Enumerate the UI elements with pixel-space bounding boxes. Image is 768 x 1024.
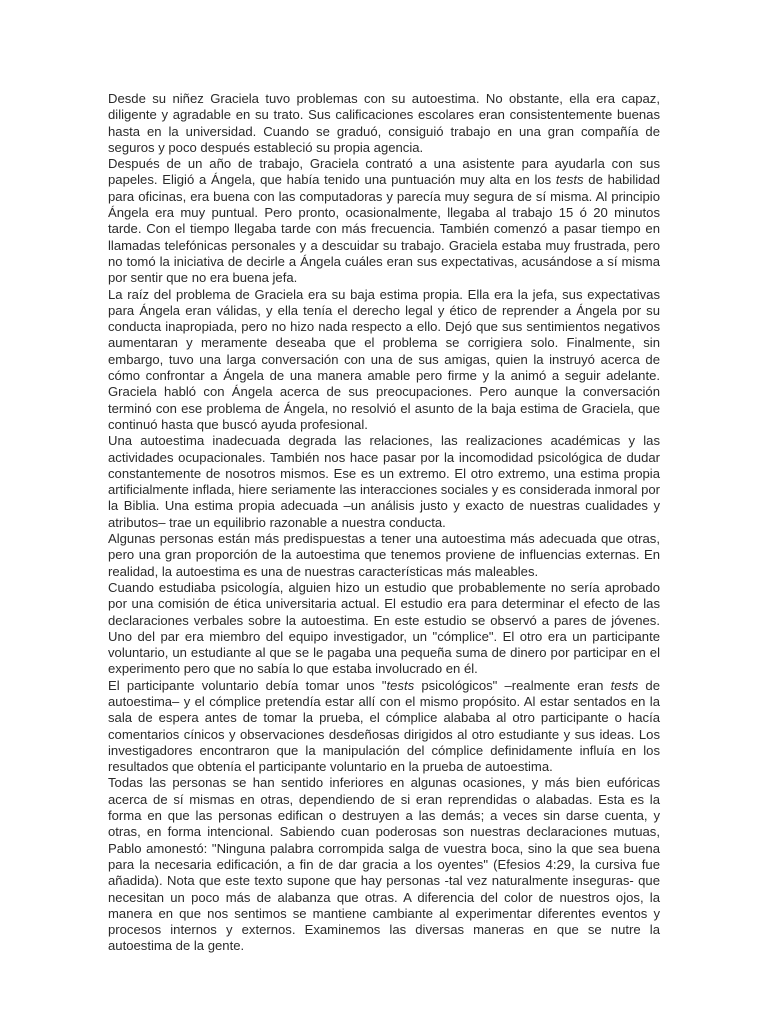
paragraph-2 [108,156,660,286]
paragraph-text: El participante voluntario debía tomar unos " [108,677,387,693]
paragraph-text: de habilidad para oficinas, era buena con las computadoras y parecía muy segura de sí misma. Al principio Ángela era muy puntual. Pero pronto, ocasionalmente, llegaba al trabajo 15 ó 20 minutos tarde. Con el tiempo llegaba tarde con más frecuencia. También comenzó a pasar tiempo en llamadas telefónicas personales y a descuidar su trabajo. Graciela estaba muy frustrada, pero no tomó la iniciativa de decirle a Ángela cuáles eran sus expectativas, acusándose a sí misma por sentir que no era buena jefa. [108,172,660,286]
paragraph-text: Todas las personas se han sentido inferiores en algunas ocasiones, y más bien eufóricas acerca de sí mismas en otras, dependiendo de si eran reprendidas o alabadas. Esta es la forma en que las personas edifican o destruyen a las demás; a veces sin darse cuenta, y otras, en forma intencional. Sabiendo cuan poderosas son nuestras declaraciones mutuas, Pablo amonestó: "Ninguna palabra corrompida salga de vuestra boca, sino la que sea buena para la necesaria edificación, a fin de dar gracia a los oyentes" (Efesios 4:29, la cursiva fue añadida). Nota que este texto supone que hay personas -tal vez naturalmente inseguras- que necesitan un poco más de alabanza que otras. A diferencia del color de nuestros ojos, la manera en que nos sentimos se mantiene cambiante al experimentar diferentes eventos y procesos internos y externos. Examinemos las diversas maneras en que se nutre la autoestima de la gente. [108,775,660,954]
paragraph-text: Algunas personas están más predispuestas a tener una autoestima más adecuada que otras, pero una gran proporción de la autoestima que tenemos proviene de influencias externas. En realidad, la autoestima es una de nuestras características más maleables. [108,531,660,579]
paragraph-text: La raíz del problema de Graciela era su baja estima propia. Ella era la jefa, sus expectativas para Ángela eran válidas, y ella tenía el derecho legal y ético de reprender a Ángela por su conducta inapropiada, pero no hizo nada respecto a ello. Dejó que sus sentimientos negativos aumentaran y meramente deseaba que el problema se corrigiera solo. Finalmente, sin embargo, tuvo una larga conversación con una de sus amigas, quien la instruyó acerca de cómo confrontar a Ángela de una manera amable pero firme y la animó a seguir adelante. Graciela habló con Ángela acerca de sus preocupaciones. Pero aunque la conversación terminó con ese problema de Ángela, no resolvió el asunto de la baja estima de Graciela, que continuó hasta que buscó ayuda profesional. [108,286,660,432]
paragraph-5 [108,531,660,580]
paragraph-8 [108,775,660,954]
italic-term: tests [555,172,584,188]
paragraph-text: Cuando estudiaba psicología, alguien hizo un estudio que probablemente no sería aprobado por una comisión de ética universitaria actual. El estudio era para determinar el efecto de las declaraciones verbales sobre la autoestima. En este estudio se observó a pares de jóvenes. Uno del par era miembro del equipo investigador, un "cómplice". El otro era un participante voluntario, un estudiante al que se le pagaba una pequeña suma de dinero por participar en el experimento pero que no sabía lo que estaba involucrado en él. [108,579,660,677]
paragraph-text: Después de un año de trabajo, Graciela contrató a una asistente para ayudarla con sus papeles. Eligió a Ángela, que había tenido una puntuación muy alta en los [108,156,660,188]
paragraph-text: de autoestima– y el cómplice pretendía estar allí con el mismo propósito. Al estar sentados en la sala de espera antes de tomar la prueba, el cómplice alababa al otro participante o hacía comentarios cínicos y observaciones desdeñosas dirigidos al otro estudiante y sus ideas. Los investigadores encontraron que la manipulación del cómplice definidamente influía en los resultados que obtenía el participante voluntario en la prueba de autoestima. [108,677,660,775]
paragraph-text: Desde su niñez Graciela tuvo problemas con su autoestima. No obstante, ella era capaz, diligente y agradable en su trato. Sus calificaciones escolares eran consistentemente buenas hasta en la universidad. Cuando se graduó, consiguió trabajo en una gran compañía de seguros y poco después estableció su propia agencia. [108,91,660,155]
document-body [108,91,660,955]
paragraph-7 [108,678,660,776]
italic-term: tests [386,677,415,693]
paragraph-3 [108,287,660,434]
italic-term: tests [610,677,639,693]
paragraph-1 [108,91,660,156]
paragraph-text: psicológicos" –realmente eran [414,677,611,693]
paragraph-text: Una autoestima inadecuada degrada las relaciones, las realizaciones académicas y las actividades ocupacionales. También nos hace pasar por la incomodidad psicológica de dudar constantemente de nosotros mismos. Ese es un extremo. El otro extremo, una estima propia artificialmente inflada, hiere seriamente las interacciones sociales y es considerada inmoral por la Biblia. Una estima propia adecuada –un análisis justo y exacto de nuestras cualidades y atributos– trae un equilibrio razonable a nuestra conducta. [108,433,660,530]
paragraph-4 [108,433,660,531]
paragraph-6 [108,580,660,678]
